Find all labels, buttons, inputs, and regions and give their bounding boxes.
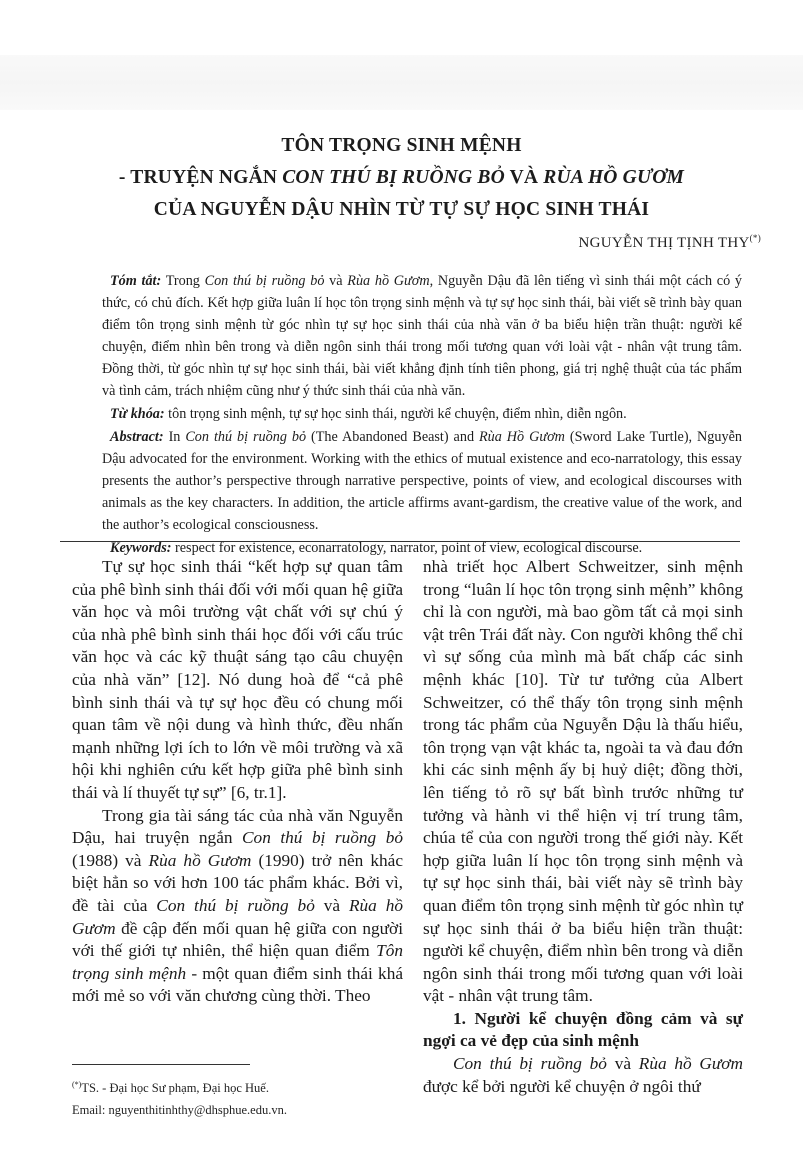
author-name-text: NGUYỄN THỊ TỊNH THY: [578, 235, 750, 251]
abstract-en-work-2: Rùa Hồ Gươm: [479, 429, 565, 445]
body-text: và: [314, 895, 349, 915]
summary-text-1: Trong: [161, 273, 205, 289]
title-line-3: CỦA NGUYỄN DẬU NHÌN TỪ TỰ SỰ HỌC SINH THÁI: [153, 199, 650, 220]
keywords-vi: [102, 403, 742, 425]
body-work-title: Con thú bị ruồng bỏ: [156, 895, 315, 915]
footnote: [72, 1074, 412, 1121]
summary-work-1: Con thú bị ruồng bỏ: [204, 273, 325, 289]
summary-text-3: , Nguyễn Dậu đã lên tiếng vì sinh thái một cách có ý thức, có chủ đích. Kết hợp giữa luân lí học tôn trọng sinh mệnh và tự sự học sinh thái, bài viết sẽ trình bày quan điểm tôn trọng sinh mệnh từ góc nhìn tự sự học sinh thái của nhà văn ở ba biểu hiện trần thuật: người kể chuyện, điểm nhìn bên trong và diễn ngôn sinh thái trong mối tương quan với loài vật - nhân vật trung tâm. Đồng thời, từ góc nhìn tự sự học sinh thái, bài viết khẳng định tính tiên phong, giá trị nghệ thuật của tác phẩm và tình cảm, trách nhiệm cũng như ý thức sinh thái của nhà văn.: [102, 273, 742, 399]
abstract-en: [102, 426, 742, 536]
footnote-affiliation: [72, 1074, 412, 1099]
body-work-title: Rùa hồ Gươm: [72, 895, 404, 938]
keywords-vi-label: Từ khóa:: [110, 406, 165, 422]
keywords-en-text: respect for existence, econarratology, narrator, point of view, ecological discourse.: [171, 540, 643, 556]
abstract-en-text-3: (Sword Lake Turtle), Nguyễn Dậu advocated for the environment. Working with the ethics of mutual existence and eco-narratology, this essay presents the author’s perspective through narrative perspective, points of view, and ecological discourses with animals as the key characters. In addition, the article affirms avant-gardism, the creative value of the work, and the author’s ecological consciousness.: [102, 429, 742, 533]
summary-label: Tóm tắt:: [110, 273, 162, 289]
abstract-en-label: Abstract:: [110, 429, 164, 445]
keywords-vi-text: tôn trọng sinh mệnh, tự sự học sinh thái, người kể chuyện, điểm nhìn, diễn ngôn.: [164, 406, 627, 422]
body-work-title: Con thú bị ruồng bỏ: [453, 1054, 607, 1074]
scan-header-band: [0, 55, 803, 110]
summary-vi: [102, 270, 742, 402]
footnote-affiliation-text: TS. - Đại học Sư phạm, Đại học Huế.: [81, 1081, 269, 1096]
title-line-2-prefix: - TRUYỆN NGẮN: [118, 167, 283, 188]
footnote-email: Email: nguyenthitinhthy@dhsphue.edu.vn.: [72, 1103, 287, 1118]
body-column-left: [72, 556, 403, 1008]
summary-work-2: Rùa hồ Gươm: [347, 273, 430, 289]
keywords-en-label: Keywords:: [110, 540, 172, 556]
author-footnote-mark: (*): [749, 233, 761, 243]
body-paragraph: [423, 1053, 743, 1098]
summary-text-2: và: [324, 273, 348, 289]
body-text: được kể bởi người kể chuyện ở ngôi thứ: [423, 1076, 701, 1096]
body-paragraph: nhà triết học Albert Schweitzer, sinh mệnh trong “luân lí học tôn trọng sinh mệnh” không chỉ là con người, mà bao gồm tất cả mọi sinh vật trên Trái đất này. Con người không thể chỉ vì sự sống của mình mà bất chấp các sinh mệnh khác [10]. Từ tư tưởng của Albert Schweitzer, có thể thấy tôn trọng sinh mệnh trong tác phẩm của Nguyễn Dậu là thấu hiểu, tôn trọng vạn vật khác ta, ngoài ta và đau đớn khi các sinh mệnh ấy bị huỷ diệt; đồng thời, lên tiếng tỏ rõ sự bất bình trước những tư tưởng và hành vi thể hiện vị trí trung tâm, chúa tể của con người trong thế giới này. Kết hợp giữa luân lí học tôn trọng sinh mệnh và tự sự học sinh thái, bài viết này sẽ trình bày quan điểm tôn trọng sinh mệnh từ góc nhìn tự sự học sinh thái ở ba biểu hiện trần thuật: người kể chuyện, điểm nhìn bên trong và diễn ngôn sinh thái trong mối tương quan với loài vật - nhân vật trung tâm.: [423, 557, 743, 1006]
body-emphasis: Tôn trọng sinh mệnh: [72, 941, 403, 983]
body-text: - một quan điểm sinh thái khá mới mẻ so với văn chương cùng thời. Theo: [72, 963, 404, 1006]
title-line-2: [60, 162, 743, 194]
body-column-right: [423, 556, 743, 1098]
body-text: đề cập đến mối quan hệ giữa con người với thế giới tự nhiên, thể hiện quan điểm: [72, 918, 403, 961]
body-paragraph: [72, 805, 403, 1008]
abstract-en-work-1: Con thú bị ruồng bỏ: [185, 429, 307, 445]
body-text: (1988) và: [72, 850, 149, 870]
abstract-en-text-2: (The Abandoned Beast) and: [306, 429, 479, 445]
body-text: Trong gia tài sáng tác của nhà văn Nguyễn Dậu, hai truyện ngắn: [72, 805, 403, 848]
body-work-title: Rùa hồ Gươm: [148, 850, 252, 870]
abstract-divider: [60, 541, 740, 542]
title-work-2: RÙA HỒ GƯƠM: [543, 167, 685, 188]
title-line-2-mid: VÀ: [504, 167, 544, 188]
body-work-title: Con thú bị ruồng bỏ: [242, 828, 403, 848]
title-work-1: CON THÚ BỊ RUỒNG BỎ: [282, 167, 505, 188]
abstract-block: [102, 270, 742, 560]
article-title: [60, 130, 743, 226]
section-heading: 1. Người kể chuyện đồng cảm và sự ngợi ca vẻ đẹp của sinh mệnh: [423, 1008, 743, 1051]
author-name: [578, 233, 761, 252]
body-paragraph: Tự sự học sinh thái “kết hợp sự quan tâm của phê bình sinh thái đối với mối quan hệ giữa văn học và môi trường vật chất với sự chú ý của nhà phê bình sinh thái học đối với cấu trúc văn học và các kỹ thuật sáng tạo câu chuyện của nhà văn” [12]. Nó dung hoà để “cả phê bình sinh thái và tự sự học đều có chung mối quan tâm về nội dung và hình thức, đều nhấn mạnh những lợi ích to lớn về môi trường và xã hội khi nghiên cứu kết hợp giữa phê bình sinh thái và lí thuyết tự sự” [6, tr.1].: [72, 557, 403, 802]
abstract-en-text-1: In: [163, 429, 186, 445]
footnote-divider: [72, 1064, 250, 1065]
title-line-1: TÔN TRỌNG SINH MỆNH: [281, 135, 522, 156]
body-text: (1990) trở nên khác biệt hẳn so với hơn 100 tác phẩm khác. Bởi vì, đề tài của: [72, 850, 404, 915]
body-text: và: [606, 1054, 639, 1074]
footnote-mark: (*): [72, 1080, 82, 1089]
body-work-title: Rùa hồ Gươm: [638, 1054, 744, 1074]
